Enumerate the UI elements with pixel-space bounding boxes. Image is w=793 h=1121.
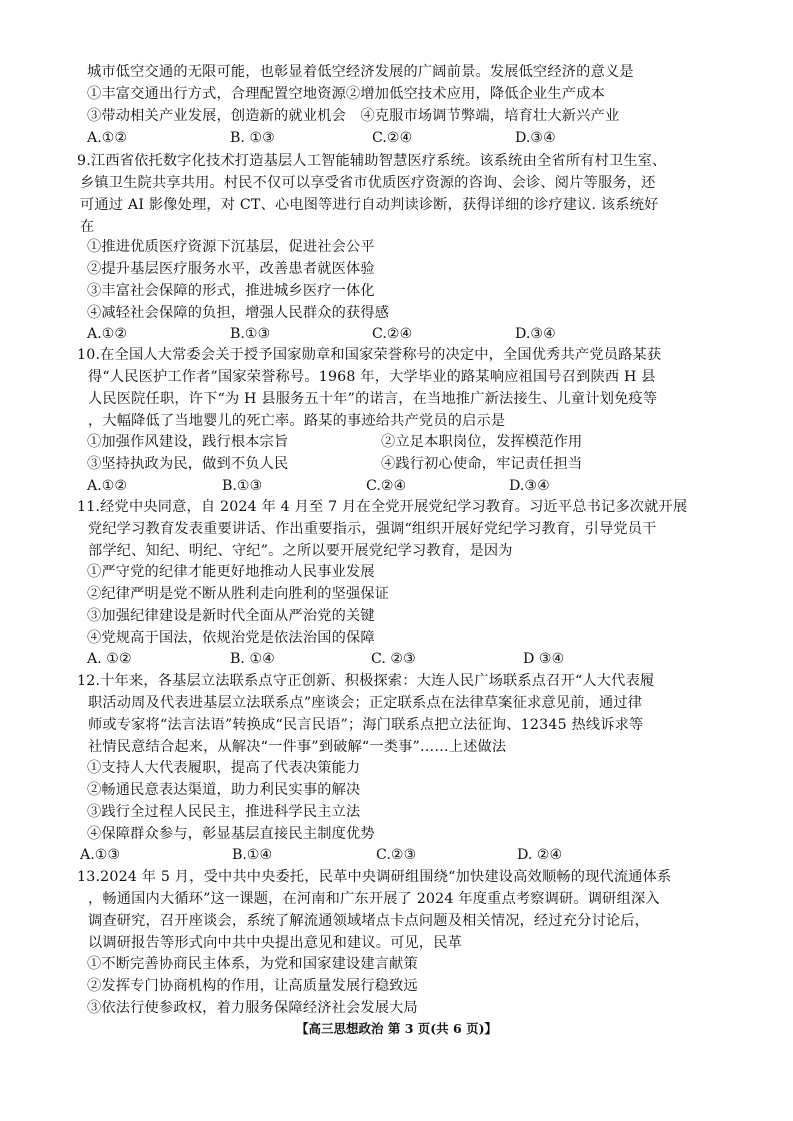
q12-option-d: D. ②④ (517, 847, 563, 863)
q12-item-line: ④保障群众参与，彰显基层直接民主制度优势 (87, 826, 375, 842)
q8-item-line: ③带动相关产业发展，创造新的就业机会 ④克服市场调节弊端，培育壮大新兴产业 (87, 108, 620, 124)
q11-stem-line: 党纪学习教育发表重要讲话、作出重要指示，强调“组织开展好党纪学习教育，引导党员干 (88, 521, 657, 537)
q10-option-b: B.①③ (222, 478, 263, 494)
q11-stem-line: 11.经党中央同意，自 2024 年 4 月至 7 月在全党开展党纪学习教育。习近平总书记多次就开展 (77, 499, 688, 515)
q9-stem-line: 9.江西省依托数字化技术打造基层人工智能辅助智慧医疗系统。该系统由全省所有村卫生室、 (77, 153, 667, 169)
q11-item-line: ④党规高于国法，依规治党是依法治国的保障 (87, 630, 375, 646)
q8-option-a: A.①② (87, 130, 128, 146)
q11-option-b: B. ①④ (230, 651, 275, 667)
q10-option-d: D.③④ (509, 478, 550, 494)
q13-item-line: ①不断完善协商民主体系，为党和国家建设建言献策 (87, 956, 418, 972)
q9-item-line: ②提升基层医疗服务水平，改善患者就医体验 (87, 261, 375, 277)
q12-option-c: C.②③ (376, 847, 417, 863)
q10-stem-line: 10.在全国人大常委会关于授予国家勋章和国家荣誉称号的决定中，全国优秀共产党员路某获 (77, 347, 662, 363)
q10-item-line: ②立足本职岗位，发挥模范作用 (381, 434, 583, 450)
q10-item-line: ④践行初心使命，牢记责任担当 (381, 456, 583, 472)
q13-stem-line: 13.2024 年 5 月，受中共中央委托，民革中央调研组围绕“加快建设高效顺畅的现代流通体系 (77, 869, 672, 885)
q11-option-a: A. ①② (87, 651, 132, 667)
q11-item-line: ③加强纪律建设是新时代全面从严治党的关键 (87, 608, 375, 624)
q9-stem-line: 在 (80, 219, 95, 235)
q12-stem-line: 师或专家将“法言法语”转换成“民言民语”；海门联系点把立法征询、12345 热线诉求等 (88, 717, 644, 733)
q8-option-c: C.②④ (372, 130, 413, 146)
q9-stem-line: 乡镇卫生院共享共用。村民不仅可以享受省市优质医疗资源的咨询、会诊、阅片等服务，还 (80, 175, 656, 191)
q10-stem-line: 人民医院任职，许下“为 H 县服务五十年”的诺言，在当地推广新法接生、儿童计划免疫等 (88, 391, 658, 407)
q9-item-line: ①推进优质医疗资源下沉基层，促进社会公平 (87, 239, 375, 255)
q11-option-c: C. ②③ (371, 651, 416, 667)
q11-item-line: ②纪律严明是党不断从胜利走向胜利的坚强保证 (87, 586, 390, 602)
q9-item-line: ③丰富社会保障的形式，推进城乡医疗一体化 (87, 283, 375, 299)
q11-item-line: ①严守党的纪律才能更好地推动人民事业发展 (87, 564, 375, 580)
q13-stem-line: 调查研究，召开座谈会，系统了解流通领域堵点卡点问题及相关情况，经过充分讨论后， (88, 913, 650, 929)
q12-item-line: ③践行全过程人民民主，推进科学民主立法 (87, 804, 361, 820)
q8-option-d: D.③④ (515, 130, 556, 146)
q9-item-line: ④减轻社会保障的负担，增强人民群众的获得感 (87, 305, 390, 321)
q13-item-line: ②发挥专门协商机构的作用，让高质量发展行稳致远 (87, 978, 418, 994)
q8-option-b: B. ①③ (230, 130, 275, 146)
q10-item-line: ①加强作风建设，践行根本宗旨 (87, 434, 289, 450)
q9-stem-line: 可通过 AI 影像处理，对 CT、心电图等进行自动判读诊断，获得详细的诊疗建议. 该系统好 (80, 197, 659, 213)
q10-option-c: C.②④ (366, 478, 407, 494)
q12-stem-line: 社情民意结合起来，从解决“一件事”到破解“一类事”……上述做法 (88, 739, 507, 755)
q13-stem-line: 以调研报告等形式向中共中央提出意见和建议。可见，民革 (88, 935, 463, 951)
q12-stem-line: 职活动周及代表进基层立法联系点”座谈会；正定联系点在法律草案征求意见前，通过律 (88, 695, 643, 711)
q9-option-d: D.③④ (515, 326, 556, 342)
q12-option-a: A.①③ (80, 847, 121, 863)
q9-option-c: C.②④ (372, 326, 413, 342)
q12-item-line: ②畅通民意表达渠道，助力利民实事的解决 (87, 782, 361, 798)
q9-option-b: B.①③ (230, 326, 271, 342)
q11-option-d: D ③④ (523, 651, 565, 667)
q13-item-line: ③依法行使参政权，着力服务保障经济社会发展大局 (87, 1000, 418, 1016)
q9-option-a: A.①② (87, 326, 128, 342)
q10-stem-line: 得“人民医护工作者”国家荣誉称号。1968 年，大学毕业的路某响应祖国号召到陕西 H 县 (88, 369, 656, 385)
q10-option-a: A.①② (87, 478, 128, 494)
q10-item-line: ③坚持执政为民，做到不负人民 (87, 456, 289, 472)
q11-stem-line: 部学纪、知纪、明纪、守纪”。之所以要开展党纪学习教育，是因为 (88, 543, 513, 559)
page-footer: 【高三思想政治 第 3 页(共 6 页)】 (296, 1021, 497, 1036)
q13-stem-line: ，畅通国内大循环”这一课题，在河南和广东开展了 2024 年度重点考察调研。调研组深入 (88, 891, 660, 907)
q8-stem-line: 城市低空交通的无限可能，也彰显着低空经济发展的广阔前景。发展低空经济的意义是 (87, 64, 634, 80)
q12-stem-line: 12.十年来，各基层立法联系点守正创新、积极探索：大连人民广场联系点召开“人大代表履 (77, 673, 655, 689)
q12-item-line: ①支持人大代表履职，提高了代表决策能力 (87, 760, 361, 776)
q10-stem-line: ，大幅降低了当地婴儿的死亡率。路某的事迹给共产党员的启示是 (88, 413, 506, 429)
q8-item-line: ①丰富交通出行方式，合理配置空地资源②增加低空技术应用，降低企业生产成本 (87, 86, 605, 102)
q12-option-b: B.①④ (232, 847, 273, 863)
